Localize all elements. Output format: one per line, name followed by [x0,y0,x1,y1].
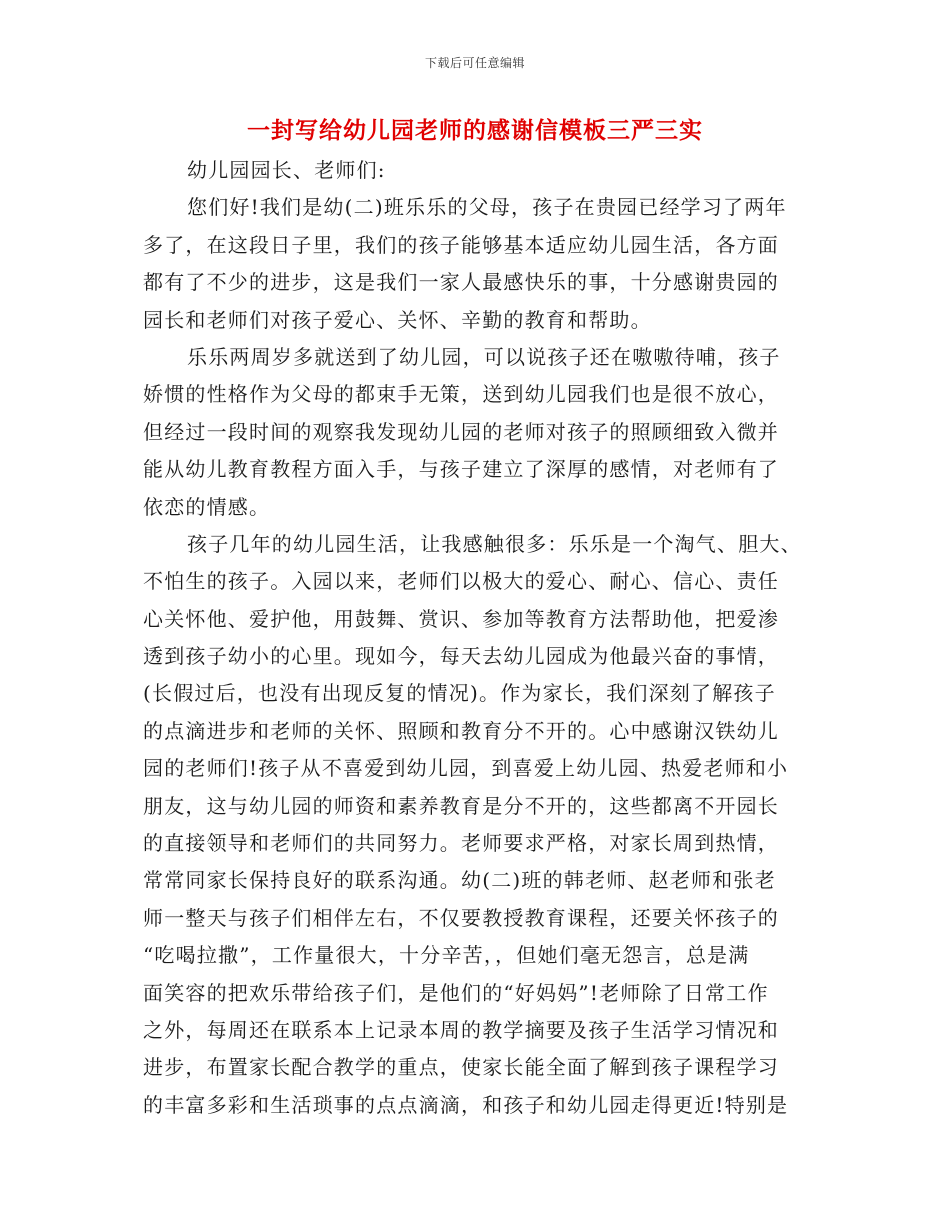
text-line: 园长和老师们对孩子爱心、关怀、辛勤的教育和帮助。 [143,307,652,332]
text-line: 不怕生的孩子。入园以来，老师们以极大的爱心、耐心、信心、责任 [143,569,779,594]
document-title: 一封写给幼儿园老师的感谢信模板三严三实 [247,118,703,144]
text-line: 的直接领导和老师们的共同努力。老师要求严格，对家长周到热情， [143,831,779,856]
text-line: 都有了不少的进步，这是我们一家人最感快乐的事，十分感谢贵园的 [143,270,779,295]
text-line: 孩子几年的幼儿园生活，让我感触很多：乐乐是一个淘气、胆大、 [187,531,802,556]
paragraph [143,526,811,1124]
header-note: 下载后可任意编辑 [424,56,525,70]
paragraph [143,189,811,339]
text-line: 透到孩子幼小的心里。现如今，每天去幼儿园成为他最兴奋的事情， [143,644,779,669]
text-line: 朋友，这与幼儿园的师资和素养教育是分不开的，这些都离不开园长 [143,793,779,818]
text-line: 师一整天与孩子们相伴左右，不仅要教授教育课程，还要关怀孩子的 [143,905,779,930]
text-line: 依恋的情感。 [143,494,271,519]
text-line: (长假过后，也没有出现反复的情况)。作为家长，我们深刻了解孩子 [143,681,776,706]
letter-body [143,152,811,1124]
paragraph [143,339,811,526]
salutation: 幼儿园园长、老师们: [187,158,386,182]
text-line: 的丰富多彩和生活琐事的点点滴滴，和孩子和幼儿园走得更近!特别是 [143,1092,789,1117]
text-line: 乐乐两周岁多就送到了幼儿园，可以说孩子还在嗷嗷待哺，孩子 [187,344,781,369]
text-line: 之外，每周还在联系本上记录本周的教学摘要及孩子生活学习情况和 [143,1017,779,1042]
text-line: 但经过一段时间的观察我发现幼儿园的老师对孩子的照顾细致入微并 [143,419,779,444]
text-line: 心关怀他、爱护他，用鼓舞、赏识、参加等教育方法帮助他，把爱渗 [143,606,779,631]
text-line: 娇惯的性格作为父母的都束手无策，送到幼儿园我们也是很不放心， [143,382,779,407]
text-line: 多了，在这段日子里，我们的孩子能够基本适应幼儿园生活，各方面 [143,232,779,257]
text-line: 的点滴进步和老师的关怀、照顾和教育分不开的。心中感谢汉铁幼儿 [143,718,779,743]
text-line: 能从幼儿教育教程方面入手，与孩子建立了深厚的感情，对老师有了 [143,457,779,482]
text-line: 园的老师们!孩子从不喜爱到幼儿园，到喜爱上幼儿园、热爱老师和小 [143,756,789,781]
text-line: 您们好!我们是幼(二)班乐乐的父母，孩子在贵园已经学习了两年 [187,195,787,220]
text-line: 进步，布置家长配合教学的重点，使家长能全面了解到孩子课程学习 [143,1055,779,1080]
text-line: 面笑容的把欢乐带给孩子们，是他们的“好妈妈”!老师除了日常工作 [143,980,769,1005]
text-line: “吃喝拉撒”，工作量很大，十分辛苦，，但她们毫无怨言，总是满 [143,943,750,968]
text-line: 常常同家长保持良好的联系沟通。幼(二)班的韩老师、赵老师和张老 [143,868,776,893]
